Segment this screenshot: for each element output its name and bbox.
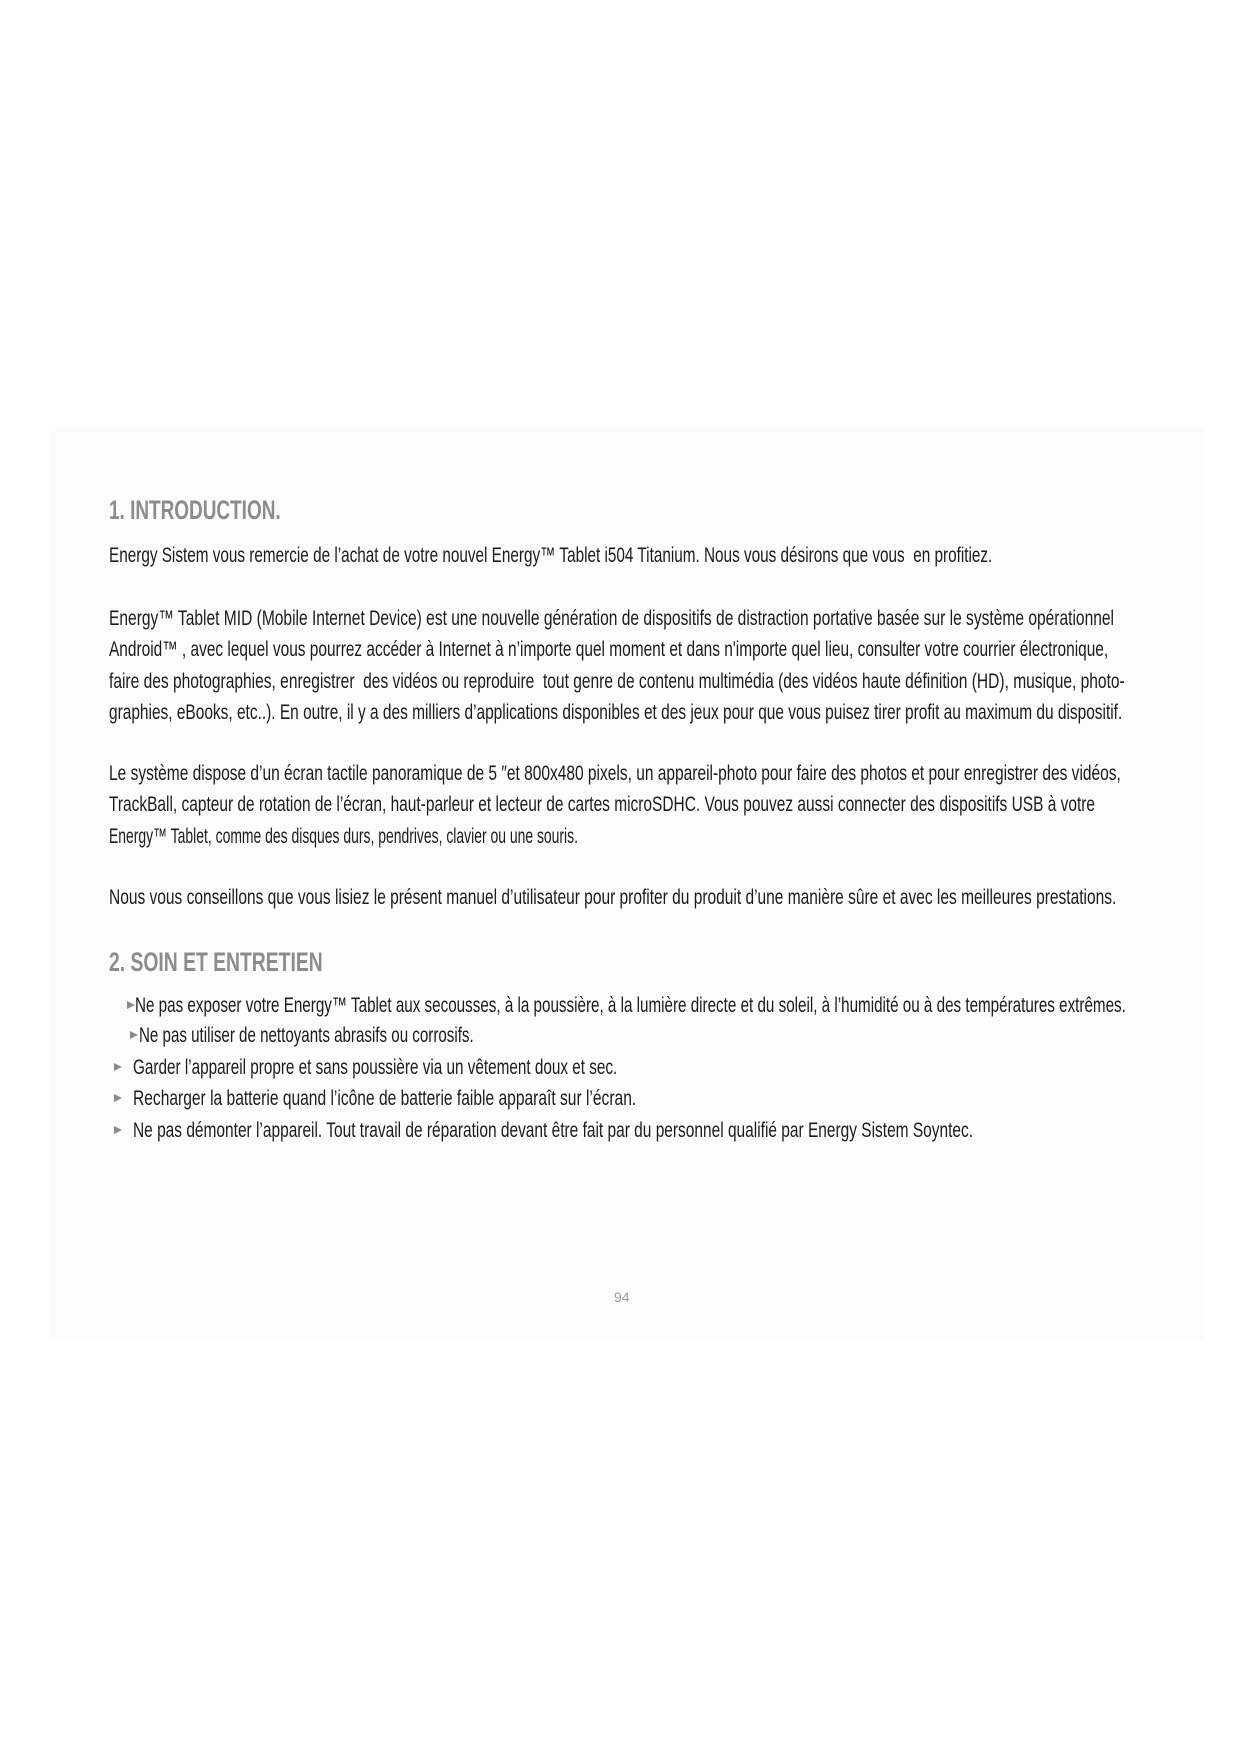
- list-item-line: [135, 990, 1126, 1021]
- paragraph-line-text: Le système dispose d’un écran tactile panoramique de 5 ″et 800x480 pixels, un appareil-photo pour faire des photos et pour enregistrer des vidéos,: [109, 762, 1121, 785]
- paragraph-line: [109, 882, 1116, 913]
- paragraph-line-text: faire des photographies, enregistrer des vidéos ou reproduire tout genre de contenu multimédia (des vidéos haute définition (HD), musique, photo-: [109, 670, 1125, 693]
- paragraph-line: [109, 540, 992, 571]
- list-item-text: Ne pas utiliser de nettoyants abrasifs ou corrosifs.: [139, 1024, 474, 1047]
- paragraph-line-text: graphies, eBooks, etc..). En outre, il y a des milliers d’applications disponibles et des jeux pour que vous puisez tirer profit au maximum du dispositif.: [109, 701, 1123, 724]
- introduction-heading-text: 1. INTRODUCTION.: [109, 495, 281, 525]
- triangle-right-icon: [127, 1001, 135, 1009]
- paragraph-line: [109, 758, 1121, 789]
- list-item-line: [133, 1083, 636, 1114]
- introduction-heading: [109, 493, 281, 527]
- paragraph-line: [109, 821, 578, 852]
- list-item-text: Garder l’appareil propre et sans poussière via un vêtement doux et sec.: [133, 1056, 618, 1079]
- list-item-text: Ne pas exposer votre Energy™ Tablet aux secousses, à la poussière, à la lumière directe et du soleil, à l’humidité ou à des températures extrêmes.: [135, 994, 1126, 1017]
- care-heading-text: 2. SOIN ET ENTRETIEN: [109, 947, 323, 977]
- paragraph-line-text: Android™ , avec lequel vous pourrez accéder à Internet à n’importe quel moment et dans n'importe quel lieu, consulter votre courrier électronique,: [109, 638, 1109, 661]
- paragraph-line-text: Energy™ Tablet MID (Mobile Internet Device) est une nouvelle génération de dispositifs de distraction portative basée sur le système opérationnel: [109, 607, 1115, 630]
- paragraph-line: [109, 603, 1114, 634]
- list-item-text: Ne pas démonter l’appareil. Tout travail de réparation devant être fait par du personnel qualifié par Energy Sistem Soyntec.: [133, 1119, 974, 1142]
- list-item-line: [139, 1020, 474, 1051]
- page-number-text: 94: [614, 1289, 630, 1305]
- paragraph-line: [109, 789, 1095, 820]
- triangle-right-icon: [114, 1126, 122, 1134]
- paragraph-line: [109, 666, 1125, 697]
- list-item-text: Recharger la batterie quand l’icône de batterie faible apparaît sur l’écran.: [133, 1087, 637, 1110]
- paragraph-line-text: Energy™ Tablet, comme des disques durs, pendrives, clavier ou une souris.: [109, 825, 578, 848]
- care-heading: [109, 945, 323, 979]
- triangle-right-icon: [114, 1063, 122, 1071]
- paragraph-line: [109, 634, 1108, 665]
- triangle-right-icon: [130, 1031, 138, 1039]
- page-number: [614, 1288, 630, 1306]
- paragraph-line-text: Nous vous conseillons que vous lisiez le présent manuel d’utilisateur pour profiter du produit d’une manière sûre et avec les meilleures prestations.: [109, 886, 1117, 909]
- triangle-right-icon: [114, 1094, 122, 1102]
- list-item-line: [133, 1115, 973, 1146]
- paragraph-line-text: Energy Sistem vous remercie de l’achat de votre nouvel Energy™ Tablet i504 Titanium. Nous vous désirons que vous en profitiez.: [109, 544, 993, 567]
- paragraph-line: [109, 697, 1122, 728]
- paragraph-line-text: TrackBall, capteur de rotation de l’écran, haut-parleur et lecteur de cartes microSDHC. Vous pouvez aussi connecter des dispositifs USB à votre: [109, 793, 1096, 816]
- list-item-line: [133, 1052, 617, 1083]
